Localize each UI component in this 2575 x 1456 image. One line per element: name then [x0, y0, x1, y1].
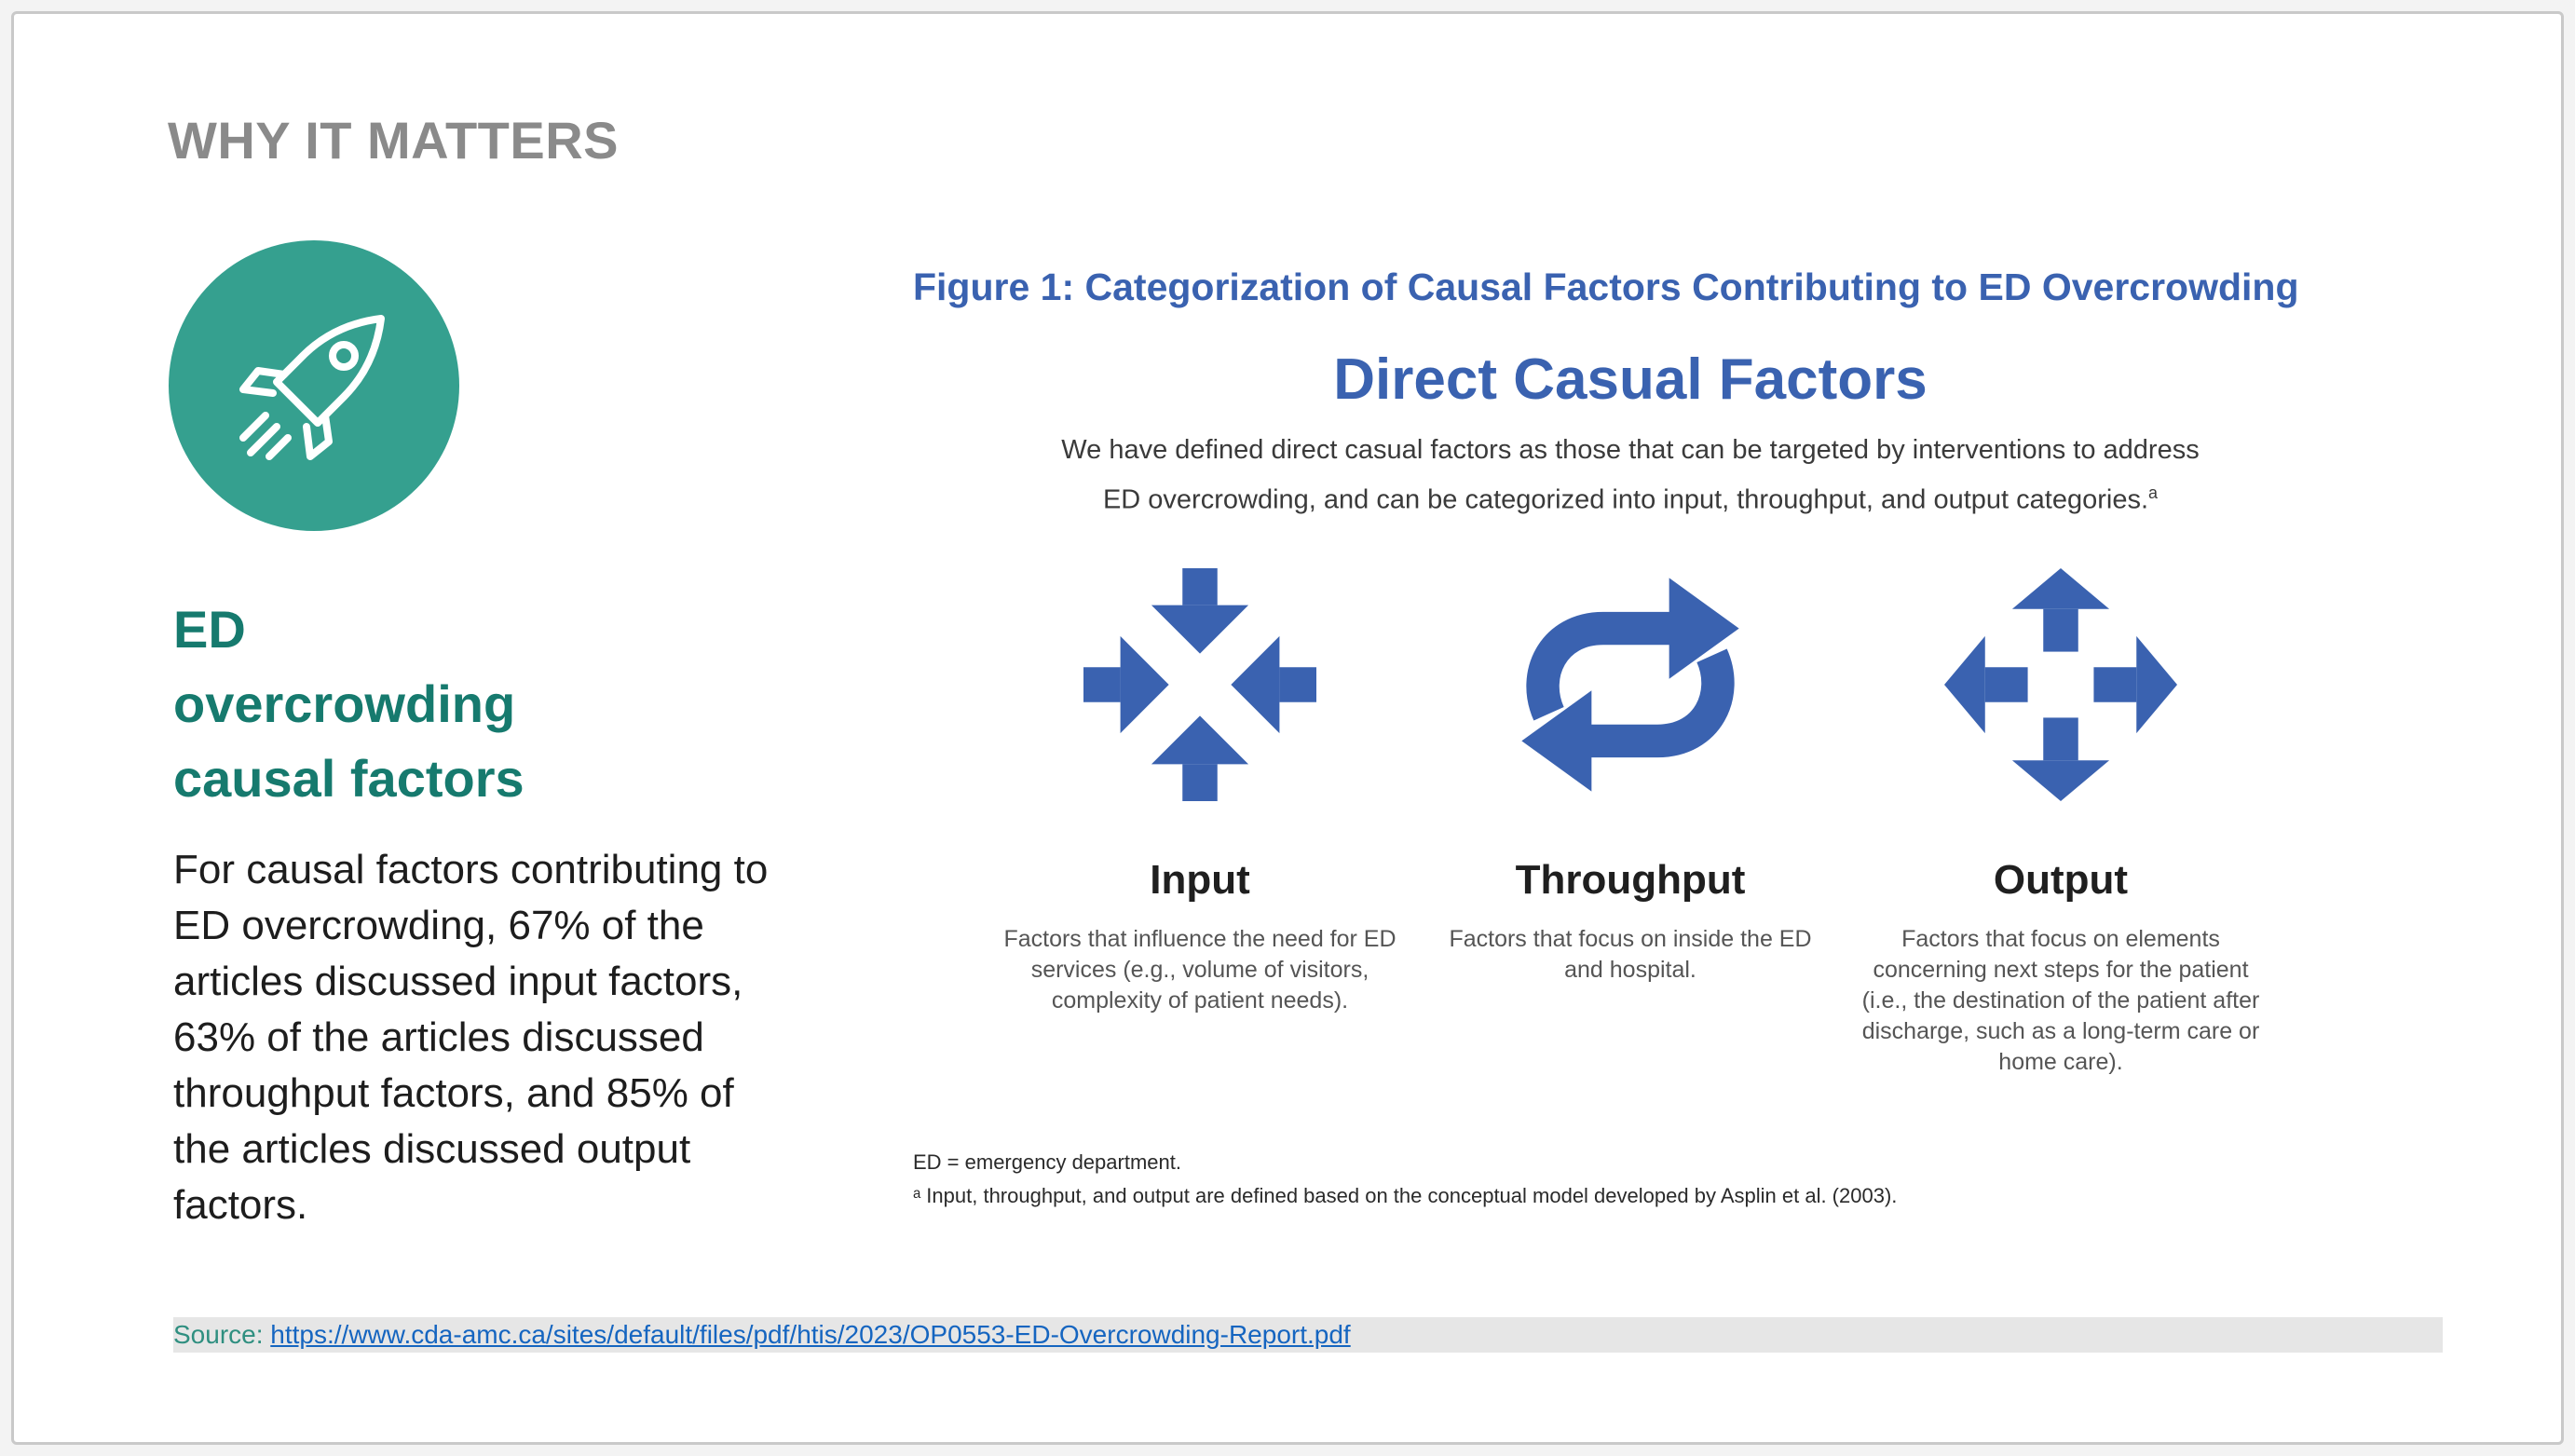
figure-description-line2: ED overcrowding, and can be categorized into input, throughput, and output categories. — [1102, 484, 2149, 515]
category-input — [986, 568, 1414, 1016]
figure-notes — [913, 1146, 2404, 1213]
category-output — [1846, 568, 2275, 1078]
category-description: Factors that focus on elements concerning next steps for the patient (i.e., the destination of the patient after discharge, such as a long-term care or home care). — [1861, 926, 2260, 1075]
figure-note-abbreviation: ED = emergency department. — [913, 1150, 1181, 1174]
topic-heading-line2: overcrowding — [173, 674, 516, 733]
figure-note-footnote: ᵃ Input, throughput, and output are defined based on the conceptual model developed by Asplin et al. (2003). — [913, 1184, 1898, 1207]
arrows-inward-icon — [1083, 568, 1316, 801]
figure-description-line1: We have defined direct casual factors as those that can be targeted by interventions to address — [1061, 435, 2200, 465]
source-label: Source: — [173, 1320, 271, 1349]
topic-heading-line1: ED — [173, 600, 246, 659]
source-link[interactable]: https://www.cda-amc.ca/sites/default/files/pdf/htis/2023/OP0553-ED-Overcrowding-Report.pdf — [270, 1320, 1351, 1349]
source-bar — [173, 1317, 2443, 1353]
category-description: Factors that influence the need for ED services (e.g., volume of visitors, complexity of patient needs). — [1003, 926, 1396, 1014]
section-title: WHY IT MATTERS — [168, 111, 620, 170]
footnote-marker: a — [2148, 483, 2159, 502]
category-label: Output — [1993, 857, 2129, 903]
category-label: Input — [1150, 857, 1250, 903]
category-label: Throughput — [1515, 857, 1746, 903]
cycle-arrows-icon — [1514, 568, 1747, 801]
category-throughput — [1416, 568, 1845, 986]
figure-description — [932, 429, 2329, 522]
figure-heading: Direct Casual Factors — [1333, 347, 1928, 412]
summary-text: For causal factors contributing to ED overcrowding, 67% of the articles discussed input factors, 63% of the articles discussed throughput factors, and 85% of the articles discussed output factors. — [173, 847, 769, 1228]
icon-circle — [169, 240, 459, 531]
topic-heading — [173, 592, 695, 816]
topic-heading-line3: causal factors — [173, 749, 525, 808]
category-description: Factors that focus on inside the ED and hospital. — [1449, 926, 1812, 983]
figure-title: Figure 1: Categorization of Causal Factors Contributing to ED Overcrowding — [913, 265, 2299, 308]
arrows-outward-icon — [1944, 568, 2177, 801]
rocket-icon — [221, 293, 407, 479]
